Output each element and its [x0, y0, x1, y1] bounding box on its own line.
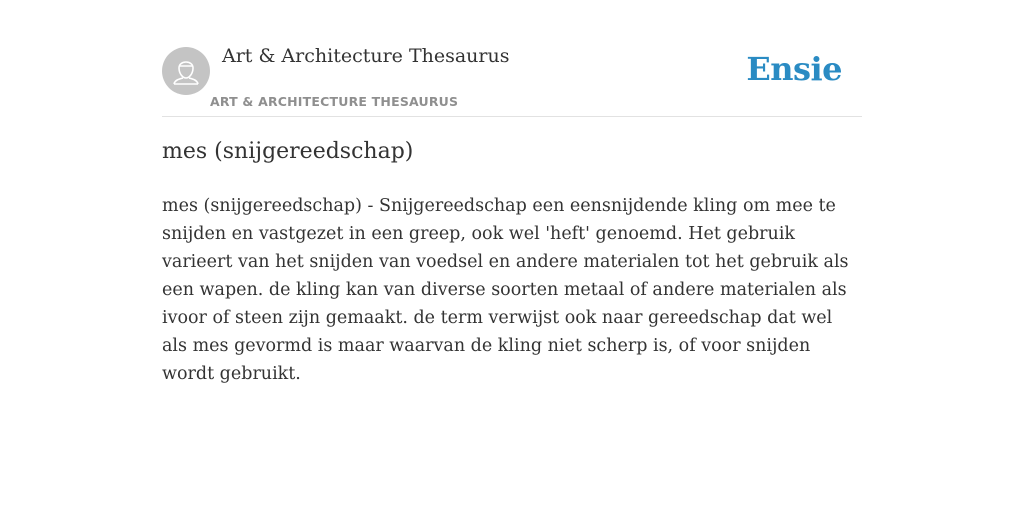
user-placeholder-icon: [162, 47, 210, 95]
ensie-logo[interactable]: Ensie: [746, 50, 842, 88]
definition-text: mes (snijgereedschap) - Snijgereedschap een eensnijdende kling om mee te snijden en vastgezet in een greep, ook wel 'heft' genoemd. Het gebruik varieert van het snijden van voedsel en andere materialen tot het gebruik als een wapen. de kling kan van diverse soorten metaal of andere materialen als ivoor of steen zijn gemaakt. de term verwijst ook naar gereedschap dat wel als mes gevormd is maar waarvan de kling niet scherp is, of voor snijden wordt gebruikt.: [162, 196, 849, 384]
page-title: mes (snijgereedschap): [162, 139, 414, 164]
source-title[interactable]: Art & Architecture Thesaurus: [222, 45, 510, 67]
source-header: [162, 40, 862, 117]
avatar[interactable]: [162, 47, 210, 95]
source-subtitle[interactable]: ART & ARCHITECTURE THESAURUS: [210, 94, 459, 109]
